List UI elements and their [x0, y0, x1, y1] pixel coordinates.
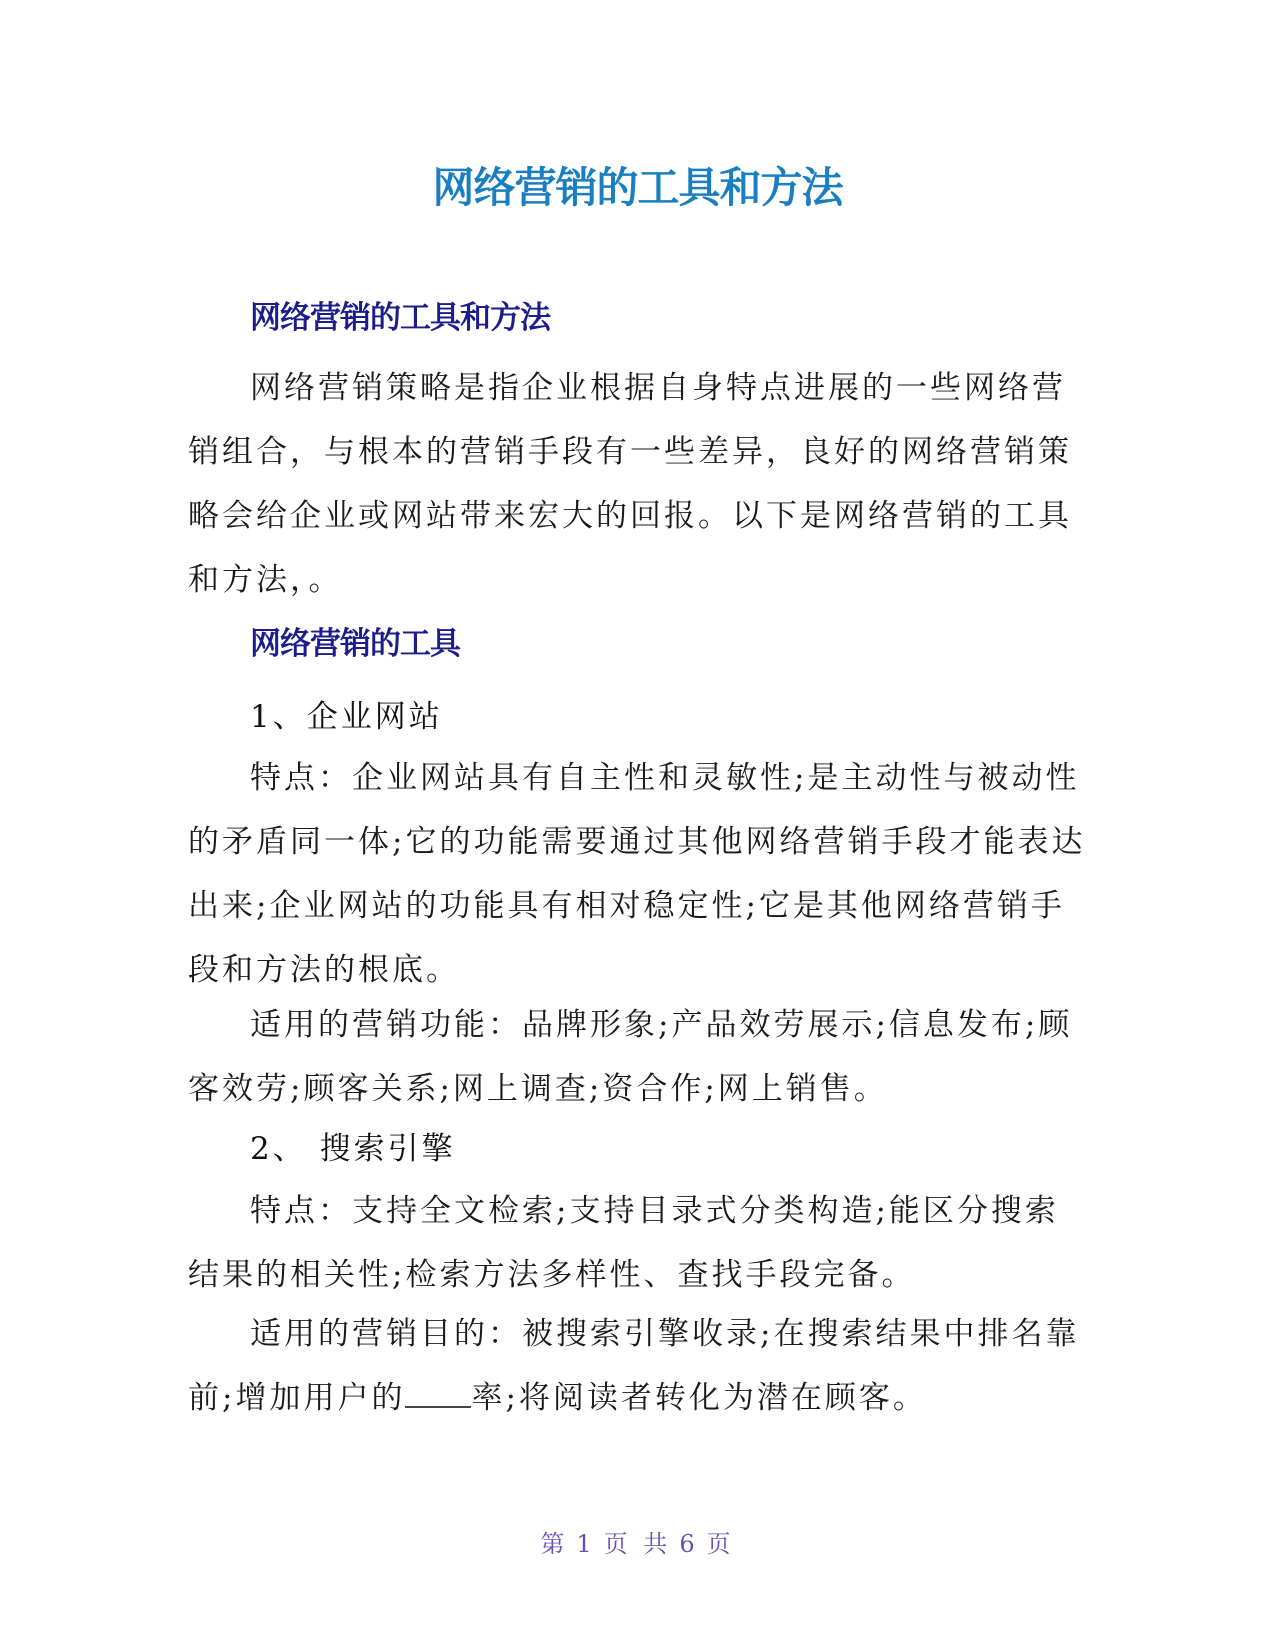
footer-total-pages: 6: [679, 1530, 699, 1558]
item-heading-search-engine: 2、 搜索引擎: [250, 1131, 456, 1167]
item-heading-enterprise-website: 1、企业网站: [250, 699, 443, 735]
fill-in-blank: [405, 1405, 471, 1408]
footer-prefix: 第: [540, 1530, 569, 1558]
section-heading-tools: 网络营销的工具: [250, 626, 460, 662]
search-engine-features-paragraph: 特点：支持全文检索;支持目录式分类构造;能区分搜索结果的相关性;检索方法多样性、查找手段完备。: [188, 1193, 1059, 1293]
section-heading-tools-and-methods: 网络营销的工具和方法: [250, 300, 550, 336]
footer-middle: 页 共: [603, 1530, 672, 1558]
page-footer: [0, 1528, 1275, 1560]
intro-paragraph: 网络营销策略是指企业根据自身特点进展的一些网络营销组合，与根本的营销手段有一些差异，良好的网络营销策略会给企业或网站带来宏大的回报。以下是网络营销的工具和方法，。: [188, 370, 1072, 598]
document-title: 网络营销的工具和方法: [432, 163, 843, 212]
website-functions-paragraph: 适用的营销功能：品牌形象;产品效劳展示;信息发布;顾客效劳;顾客关系;网上调查;资合作;网上销售。: [188, 1007, 1073, 1107]
purpose-text-after-blank: 率;将阅读者转化为潜在顾客。: [471, 1380, 927, 1416]
website-features-paragraph: 特点：企业网站具有自主性和灵敏性;是主动性与被动性的矛盾同一体;它的功能需要通过其他网络营销手段才能表达出来;企业网站的功能具有相对稳定性;它是其他网络营销手段和方法的根底。: [188, 760, 1086, 988]
purpose-text-before-blank: 适用的营销目的：被搜索引擎收录;在搜索结果中排名靠前;增加用户的: [188, 1316, 1080, 1416]
footer-page-number: 1: [576, 1530, 596, 1558]
search-engine-purpose-paragraph: [188, 1302, 1088, 1430]
footer-suffix: 页: [706, 1530, 735, 1558]
